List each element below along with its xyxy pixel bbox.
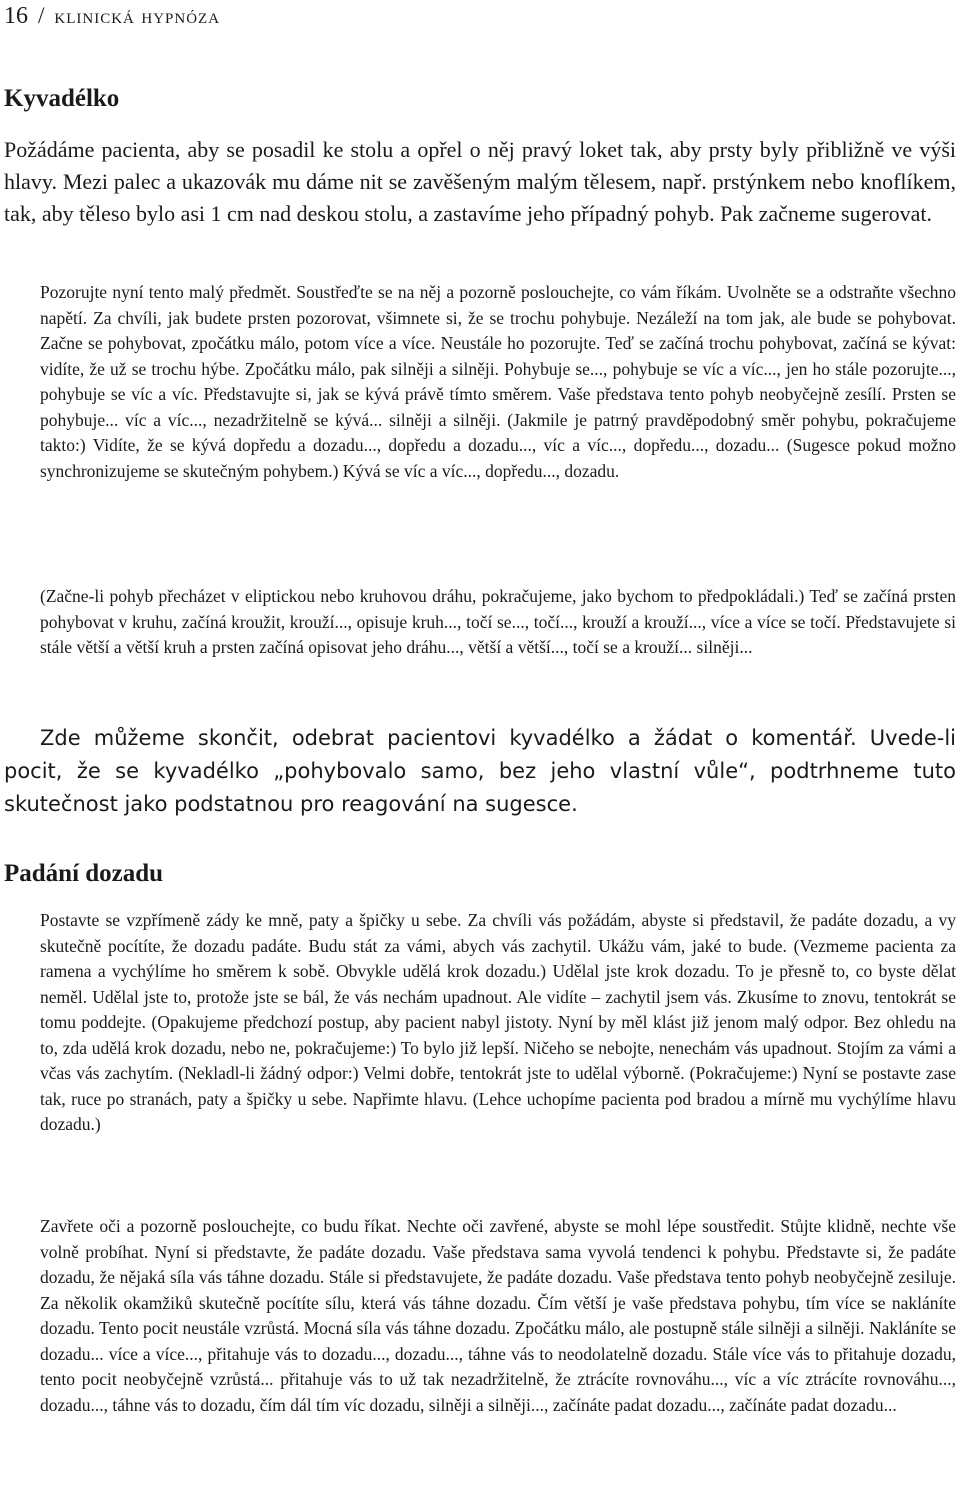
- section-heading-padani-dozadu: Padání dozadu: [4, 860, 164, 887]
- running-title: klinická hypnóza: [54, 3, 221, 28]
- section-heading-kyvadelko: Kyvadélko: [4, 85, 120, 112]
- suggestion-paragraph: Zavřete oči a pozorně poslouchejte, co budu říkat. Nechte oči zavřené, abyste se mohl lépe soustředit. Stůjte klidně, nechte vše volně probíhat. Nyní si představte, že padáte dozadu. Vaše představa sama vyvolá tendenci k pohybu. Představte si, že padáte dozadu, že nějaká síla vás táhne dozadu. Stále si představujete, že padáte dozadu. Vaše představa tento pohyb neobyčejně zesiluje. Za několik okamžiků skutečně pocítíte sílu, která vás táhne dozadu. Čím větší je vaše představa pohybu, tím více se nakláníte dozadu. Tento pocit neustále vzrůstá. Mocná síla vás táhne dozadu. Zpočátku málo, ale postupně stále silněji a silněji. Nakláníte se dozadu... více a více..., přitahuje vás to dozadu..., dozadu..., táhne vás to neodolatelně dozadu. Stále více vás to přitahuje dozadu, tento pocit neobyčejně vzrůstá... přitahuje vás to už tak nezadržitelně, že ztrácíte rovnováhu..., víc a víc ztrácíte rovnováhu..., dozadu..., táhne vás to dozadu, čím dál tím víc dozadu, silněji a silněji..., začínáte padat dozadu..., začínáte padat dozadu...: [40, 1216, 956, 1415]
- suggestion-paragraph: Pozorujte nyní tento malý předmět. Soustřeďte se na něj a pozorně poslouchejte, co vám říkám. Uvolněte se a odstraňte všechno napětí. Za chvíli, jak budete prsten pozorovat, všimnete si, že se trochu pohybuje. Nezáleží na tom jak, ale bude se pohybovat. Začne se pohybovat, zpočátku málo, potom více a více. Neustále ho pozorujte. Teď se začíná trochu pohybovat, začíná se kývat: vidíte, že už se trochu hýbe. Zpočátku málo, pak silněji a silněji. Pohybuje se..., pohybuje se víc a víc..., jen ho stále pozorujte..., pohybuje se víc a víc. Představujte si, jak se kývá právě tímto směrem. Vaše představa tento pohyb neobyčejně zesílí. Prsten se pohybuje... víc a víc..., nezadržitelně se kývá... silněji a silněji. (Jakmile je patrný pravděpodobný směr pohybu, pokračujeme takto:) Vidíte, že se kývá dopředu a dozadu..., dopředu a dozadu..., víc a víc..., dopředu..., dozadu... (Sugesce pokud možno synchronizujeme se skutečným pohybem.) Kývá se víc a víc..., dopředu..., dozadu.: [40, 282, 956, 481]
- running-head-separator: /: [38, 3, 45, 28]
- section-intro-paragraph: Požádáme pacienta, aby se posadil ke stolu a opřel o něj pravý loket tak, aby prsty byly přibližně ve výši hlavy. Mezi palec a ukazovák mu dáme nit se zavěšeným malým tělesem, např. prstýnkem nebo knoflíkem, tak, aby těleso bylo asi 1 cm nad deskou stolu, a zastavíme jeho případný pohyb. Pak začneme sugerovat.: [4, 137, 956, 226]
- running-head: [4, 2, 220, 30]
- suggestion-paragraph: Postavte se vzpřímeně zády ke mně, paty a špičky u sebe. Za chvíli vás požádám, abyste si představil, že padáte dozadu, a vy skutečně pocítíte, že dozadu padáte. Budu stát za vámi, abych vás zachytil. Ukážu vám, jaké to bude. (Vezmeme pacienta za ramena a vychýlíme ho směrem k sobě. Obvykle udělá krok dozadu.) Udělal jste krok dozadu. To je přesně to, co byste dělat neměl. Udělal jste to, protože jste se bál, že vás nechám upadnout. Ale vidíte – zachytil jsem vás. Zkusíme to znovu, tentokrát se tomu poddejte. (Opakujeme předchozí postup, aby pacient nabyl jistoty. Nyní by měl klást již jenom malý odpor. Bez ohledu na to, zda udělá krok dozadu, nebo ne, pokračujeme:) To bylo již lepší. Ničeho se nebojte, nenechám vás upadnout. Stojím za vámi a včas vás zachytím. (Nekladl-li žádný odpor:) Velmi dobře, tentokrát jste to udělal výborně. (Pokračujeme:) Nyní se postavte zase tak, ruce po stranách, paty a špičky u sebe. Napřimte hlavu. (Lehce uchopíme pacienta pod bradou a mírně mu vychýlíme hlavu dozadu.): [40, 910, 956, 1134]
- page-number: 16: [4, 3, 28, 29]
- author-note-paragraph: Zde můžeme skončit, odebrat pacientovi kyvadélko a žádat o komentář. Uvede-li pocit, že se kyvadélko „pohybovalo samo, bez jeho vlastní vůle“, podtrhneme tuto skutečnost jako podstatnou pro reagování na sugesce.: [4, 726, 956, 816]
- suggestion-paragraph: (Začne-li pohyb přecházet v eliptickou nebo kruhovou dráhu, pokračujeme, jako bychom to předpokládali.) Teď se začíná prsten pohybovat v kruhu, začíná kroužit, krouží..., opisuje kruh..., točí se..., točí..., krouží a krouží..., více a více se točí. Představujete si stále větší a větší kruh a prsten začíná opisovat jeho dráhu..., větší a větší..., točí se a krouží... silněji...: [40, 586, 956, 657]
